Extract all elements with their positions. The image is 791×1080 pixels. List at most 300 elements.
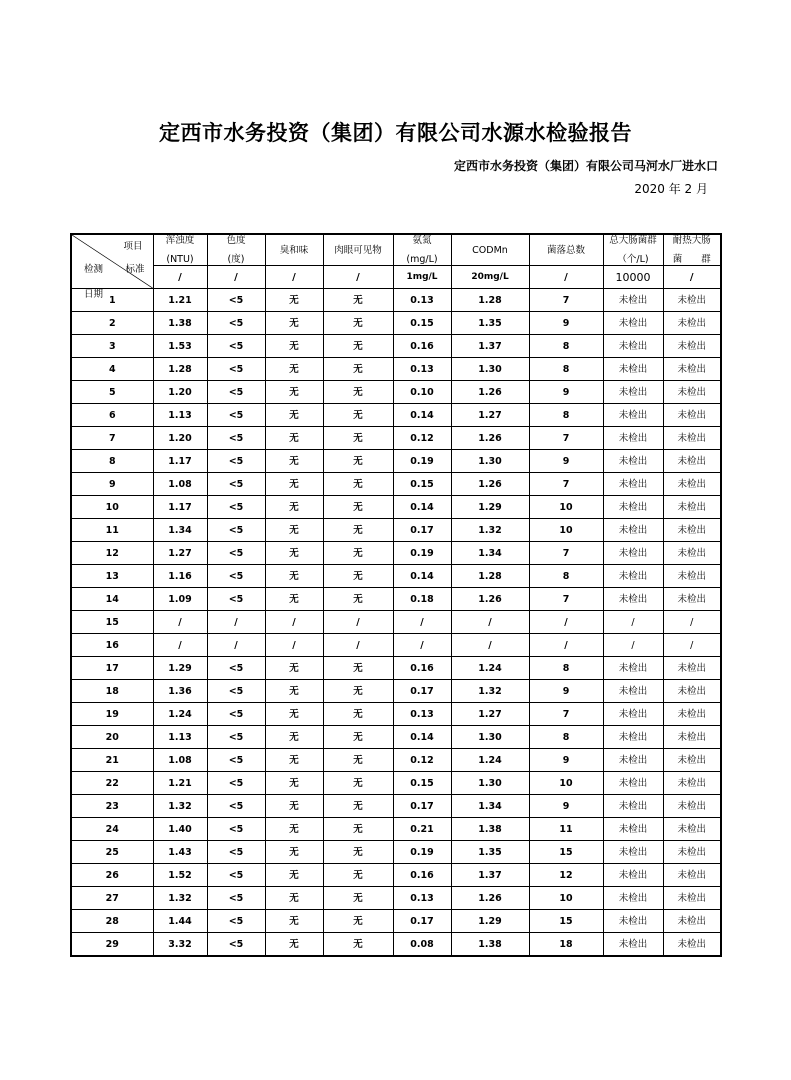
cell-odor-taste: 无 [265,473,323,496]
table-row [71,289,721,312]
cell-day: 20 [71,726,153,749]
cell-turbidity: 1.43 [153,841,207,864]
cell-turbidity: / [153,611,207,634]
table-row [71,726,721,749]
cell-total-coliform: 未检出 [603,427,663,450]
cell-color: <5 [207,887,265,910]
cell-color: <5 [207,565,265,588]
cell-colony-count: 10 [529,887,603,910]
cell-ammonia: 0.17 [393,795,451,818]
cell-thermotolerant-coliform: 未检出 [663,358,721,381]
cell-total-coliform: 未检出 [603,404,663,427]
cell-day: 17 [71,657,153,680]
cell-turbidity: 1.53 [153,335,207,358]
table-row [71,450,721,473]
cell-total-coliform: 未检出 [603,358,663,381]
standard-value: 10000 [603,266,663,289]
cell-ammonia: 0.15 [393,473,451,496]
cell-day: 18 [71,680,153,703]
cell-total-coliform: 未检出 [603,335,663,358]
cell-turbidity: 1.32 [153,887,207,910]
cell-turbidity: 1.08 [153,473,207,496]
header-turbidity: 浑浊度 (NTU) [153,234,207,266]
table-row [71,657,721,680]
cell-total-coliform: 未检出 [603,887,663,910]
cell-color: <5 [207,335,265,358]
report-title: 定西市水务投资（集团）有限公司水源水检验报告 [159,121,632,145]
cell-total-coliform: 未检出 [603,749,663,772]
cell-colony-count: 10 [529,496,603,519]
cell-ammonia: 0.14 [393,726,451,749]
cell-colony-count: 8 [529,358,603,381]
cell-day: 11 [71,519,153,542]
table-row [71,565,721,588]
cell-ammonia: 0.15 [393,772,451,795]
cell-total-coliform: 未检出 [603,473,663,496]
cell-total-coliform: 未检出 [603,289,663,312]
cell-turbidity: 1.17 [153,496,207,519]
cell-odor-taste: 无 [265,680,323,703]
report-date: 2020 年 2 月 [634,182,708,196]
cell-odor-taste: 无 [265,657,323,680]
cell-colony-count: 7 [529,703,603,726]
cell-visible-matter: 无 [323,450,393,473]
table-row [71,864,721,887]
cell-ammonia: 0.14 [393,565,451,588]
cell-visible-matter: 无 [323,772,393,795]
cell-visible-matter: 无 [323,381,393,404]
cell-day: 28 [71,910,153,933]
cell-total-coliform: 未检出 [603,450,663,473]
cell-codmn: 1.37 [451,864,529,887]
header-codmn: CODMn [451,234,529,266]
cell-odor-taste: 无 [265,910,323,933]
cell-colony-count: 12 [529,864,603,887]
cell-visible-matter: 无 [323,864,393,887]
cell-odor-taste: 无 [265,588,323,611]
cell-visible-matter: 无 [323,841,393,864]
cell-color: <5 [207,358,265,381]
cell-day: 7 [71,427,153,450]
cell-turbidity: 1.21 [153,772,207,795]
cell-codmn: 1.28 [451,289,529,312]
cell-codmn: / [451,611,529,634]
cell-color: <5 [207,657,265,680]
table-row [71,634,721,657]
cell-ammonia: 0.16 [393,335,451,358]
cell-thermotolerant-coliform: 未检出 [663,588,721,611]
cell-odor-taste: 无 [265,749,323,772]
cell-ammonia: 0.19 [393,841,451,864]
cell-ammonia: 0.15 [393,312,451,335]
cell-turbidity: 1.28 [153,358,207,381]
cell-thermotolerant-coliform: 未检出 [663,427,721,450]
cell-ammonia: 0.19 [393,450,451,473]
cell-total-coliform: 未检出 [603,933,663,957]
cell-day: 24 [71,818,153,841]
cell-odor-taste: 无 [265,887,323,910]
cell-day: 4 [71,358,153,381]
standard-value: / [265,266,323,289]
cell-color: <5 [207,703,265,726]
cell-turbidity: 1.13 [153,404,207,427]
cell-codmn: 1.26 [451,381,529,404]
cell-colony-count: / [529,634,603,657]
cell-odor-taste: 无 [265,381,323,404]
cell-odor-taste: 无 [265,427,323,450]
header-visible-matter: 肉眼可见物 [323,234,393,266]
cell-colony-count: 10 [529,519,603,542]
cell-turbidity: 3.32 [153,933,207,957]
cell-day: 13 [71,565,153,588]
cell-total-coliform: 未检出 [603,703,663,726]
cell-turbidity: 1.29 [153,657,207,680]
table-row [71,680,721,703]
table-row [71,473,721,496]
table-row [71,887,721,910]
cell-odor-taste: 无 [265,841,323,864]
cell-visible-matter: / [323,634,393,657]
table-row [71,910,721,933]
standard-value: / [323,266,393,289]
cell-codmn: 1.26 [451,887,529,910]
cell-thermotolerant-coliform: 未检出 [663,381,721,404]
cell-codmn: 1.34 [451,795,529,818]
cell-colony-count: 15 [529,841,603,864]
cell-colony-count: 15 [529,910,603,933]
cell-odor-taste: 无 [265,358,323,381]
cell-day: 23 [71,795,153,818]
cell-odor-taste: 无 [265,565,323,588]
cell-odor-taste: 无 [265,864,323,887]
cell-color: <5 [207,473,265,496]
cell-codmn: 1.34 [451,542,529,565]
cell-codmn: 1.29 [451,910,529,933]
table-row [71,335,721,358]
cell-visible-matter: 无 [323,427,393,450]
table-row [71,542,721,565]
cell-colony-count: 7 [529,473,603,496]
cell-total-coliform: 未检出 [603,772,663,795]
cell-day: 2 [71,312,153,335]
header-total-coliform: 总大肠菌群 （个/L) [603,234,663,266]
cell-colony-count: 9 [529,749,603,772]
cell-total-coliform: 未检出 [603,841,663,864]
cell-total-coliform: 未检出 [603,542,663,565]
cell-visible-matter: 无 [323,749,393,772]
cell-thermotolerant-coliform: 未检出 [663,404,721,427]
table-row [71,312,721,335]
cell-day: 16 [71,634,153,657]
cell-ammonia: 0.13 [393,358,451,381]
cell-day: 26 [71,864,153,887]
cell-odor-taste: 无 [265,726,323,749]
cell-visible-matter: 无 [323,588,393,611]
header-label-standard: 标准 [125,264,145,275]
cell-colony-count: 8 [529,565,603,588]
cell-thermotolerant-coliform: 未检出 [663,542,721,565]
cell-odor-taste: 无 [265,772,323,795]
cell-codmn: 1.30 [451,726,529,749]
cell-odor-taste: 无 [265,404,323,427]
cell-odor-taste: 无 [265,519,323,542]
cell-turbidity: 1.20 [153,427,207,450]
cell-visible-matter: / [323,611,393,634]
cell-color: <5 [207,427,265,450]
cell-codmn: 1.29 [451,496,529,519]
cell-visible-matter: 无 [323,818,393,841]
cell-day: 14 [71,588,153,611]
cell-odor-taste: 无 [265,703,323,726]
cell-total-coliform: 未检出 [603,312,663,335]
cell-day: 12 [71,542,153,565]
cell-visible-matter: 无 [323,496,393,519]
cell-codmn: 1.30 [451,772,529,795]
header-label-item: 项目 [123,241,143,252]
cell-turbidity: / [153,634,207,657]
cell-visible-matter: 无 [323,312,393,335]
cell-color: <5 [207,450,265,473]
standard-value: 1mg/L [393,266,451,289]
cell-codmn: 1.27 [451,404,529,427]
cell-color: <5 [207,772,265,795]
cell-turbidity: 1.09 [153,588,207,611]
report-organization: 定西市水务投资（集团）有限公司马河水厂进水口 [453,159,718,173]
cell-visible-matter: 无 [323,657,393,680]
cell-odor-taste: 无 [265,312,323,335]
cell-ammonia: 0.12 [393,749,451,772]
cell-color: <5 [207,933,265,957]
cell-thermotolerant-coliform: 未检出 [663,749,721,772]
cell-codmn: 1.26 [451,427,529,450]
cell-colony-count: 11 [529,818,603,841]
cell-ammonia: 0.17 [393,519,451,542]
cell-ammonia: 0.16 [393,657,451,680]
table-row [71,749,721,772]
cell-day: 1 [71,289,153,312]
cell-ammonia: 0.12 [393,427,451,450]
cell-visible-matter: 无 [323,795,393,818]
cell-visible-matter: 无 [323,565,393,588]
header-odor-taste: 臭和味 [265,234,323,266]
cell-color: <5 [207,588,265,611]
cell-ammonia: 0.16 [393,864,451,887]
cell-ammonia: 0.21 [393,818,451,841]
standard-value: / [153,266,207,289]
cell-odor-taste: 无 [265,933,323,957]
cell-total-coliform: 未检出 [603,726,663,749]
cell-color: / [207,634,265,657]
cell-total-coliform: 未检出 [603,381,663,404]
cell-color: <5 [207,519,265,542]
cell-day: 5 [71,381,153,404]
cell-colony-count: / [529,611,603,634]
header-label-date: 日期 [84,289,104,300]
cell-turbidity: 1.34 [153,519,207,542]
diagonal-header-cell [71,234,153,300]
cell-turbidity: 1.08 [153,749,207,772]
cell-thermotolerant-coliform: 未检出 [663,680,721,703]
cell-thermotolerant-coliform: 未检出 [663,450,721,473]
table-row [71,611,721,634]
cell-colony-count: 7 [529,542,603,565]
cell-odor-taste: 无 [265,795,323,818]
cell-thermotolerant-coliform: 未检出 [663,795,721,818]
cell-codmn: 1.27 [451,703,529,726]
cell-turbidity: 1.13 [153,726,207,749]
cell-colony-count: 9 [529,795,603,818]
cell-total-coliform: / [603,634,663,657]
cell-thermotolerant-coliform: / [663,634,721,657]
cell-turbidity: 1.27 [153,542,207,565]
table-row [71,818,721,841]
cell-thermotolerant-coliform: 未检出 [663,864,721,887]
cell-color: <5 [207,795,265,818]
table-row [71,588,721,611]
cell-odor-taste: 无 [265,496,323,519]
table-row [71,358,721,381]
cell-total-coliform: 未检出 [603,588,663,611]
cell-ammonia: 0.08 [393,933,451,957]
cell-total-coliform: 未检出 [603,519,663,542]
cell-thermotolerant-coliform: 未检出 [663,496,721,519]
cell-color: <5 [207,312,265,335]
cell-color: <5 [207,864,265,887]
cell-day: 25 [71,841,153,864]
cell-day: 9 [71,473,153,496]
cell-ammonia: 0.17 [393,910,451,933]
header-ammonia: 氨氮 (mg/L) [393,234,451,266]
cell-odor-taste: 无 [265,289,323,312]
cell-turbidity: 1.40 [153,818,207,841]
water-quality-table [70,233,722,957]
cell-visible-matter: 无 [323,680,393,703]
cell-codmn: 1.24 [451,657,529,680]
cell-day: 22 [71,772,153,795]
cell-codmn: 1.35 [451,312,529,335]
cell-turbidity: 1.16 [153,565,207,588]
cell-ammonia: / [393,611,451,634]
table-row [71,404,721,427]
cell-odor-taste: 无 [265,335,323,358]
cell-codmn: 1.35 [451,841,529,864]
table-row [71,841,721,864]
cell-visible-matter: 无 [323,542,393,565]
cell-codmn: / [451,634,529,657]
cell-color: <5 [207,381,265,404]
cell-turbidity: 1.21 [153,289,207,312]
standard-value: / [207,266,265,289]
cell-colony-count: 9 [529,312,603,335]
table-row [71,496,721,519]
cell-thermotolerant-coliform: 未检出 [663,289,721,312]
cell-total-coliform: 未检出 [603,910,663,933]
cell-visible-matter: 无 [323,933,393,957]
cell-color: <5 [207,841,265,864]
cell-color: <5 [207,289,265,312]
table-row [71,427,721,450]
cell-turbidity: 1.20 [153,381,207,404]
cell-thermotolerant-coliform: / [663,611,721,634]
cell-color: <5 [207,496,265,519]
cell-thermotolerant-coliform: 未检出 [663,519,721,542]
cell-day: 19 [71,703,153,726]
cell-color: <5 [207,749,265,772]
cell-codmn: 1.26 [451,473,529,496]
cell-visible-matter: 无 [323,887,393,910]
cell-total-coliform: 未检出 [603,496,663,519]
cell-odor-taste: / [265,634,323,657]
cell-ammonia: / [393,634,451,657]
cell-codmn: 1.30 [451,358,529,381]
cell-visible-matter: 无 [323,335,393,358]
header-color: 色度 (度) [207,234,265,266]
cell-colony-count: 8 [529,657,603,680]
cell-codmn: 1.32 [451,680,529,703]
cell-visible-matter: 无 [323,404,393,427]
cell-visible-matter: 无 [323,703,393,726]
cell-odor-taste: / [265,611,323,634]
cell-thermotolerant-coliform: 未检出 [663,887,721,910]
cell-thermotolerant-coliform: 未检出 [663,473,721,496]
cell-ammonia: 0.19 [393,542,451,565]
cell-codmn: 1.32 [451,519,529,542]
cell-colony-count: 8 [529,726,603,749]
cell-turbidity: 1.38 [153,312,207,335]
cell-color: <5 [207,910,265,933]
cell-visible-matter: 无 [323,910,393,933]
cell-color: <5 [207,404,265,427]
table-row [71,703,721,726]
cell-codmn: 1.26 [451,588,529,611]
cell-visible-matter: 无 [323,473,393,496]
cell-colony-count: 7 [529,588,603,611]
cell-visible-matter: 无 [323,358,393,381]
cell-day: 6 [71,404,153,427]
cell-thermotolerant-coliform: 未检出 [663,772,721,795]
cell-turbidity: 1.24 [153,703,207,726]
table-row [71,772,721,795]
cell-turbidity: 1.52 [153,864,207,887]
cell-colony-count: 7 [529,427,603,450]
cell-day: 3 [71,335,153,358]
cell-colony-count: 18 [529,933,603,957]
cell-total-coliform: 未检出 [603,680,663,703]
cell-ammonia: 0.14 [393,496,451,519]
cell-thermotolerant-coliform: 未检出 [663,565,721,588]
cell-turbidity: 1.32 [153,795,207,818]
header-label-test: 检测 [84,264,104,275]
header-thermotolerant-coliform: 耐热大肠 菌 群 [663,234,721,266]
table-row [71,933,721,957]
cell-odor-taste: 无 [265,818,323,841]
cell-colony-count: 8 [529,404,603,427]
cell-colony-count: 9 [529,450,603,473]
cell-codmn: 1.38 [451,818,529,841]
cell-day: 8 [71,450,153,473]
cell-ammonia: 0.10 [393,381,451,404]
cell-thermotolerant-coliform: 未检出 [663,703,721,726]
cell-visible-matter: 无 [323,726,393,749]
cell-colony-count: 7 [529,289,603,312]
cell-total-coliform: / [603,611,663,634]
standard-value: / [529,266,603,289]
cell-day: 27 [71,887,153,910]
table-row [71,381,721,404]
cell-ammonia: 0.14 [393,404,451,427]
cell-codmn: 1.38 [451,933,529,957]
header-colony-count: 菌落总数 [529,234,603,266]
